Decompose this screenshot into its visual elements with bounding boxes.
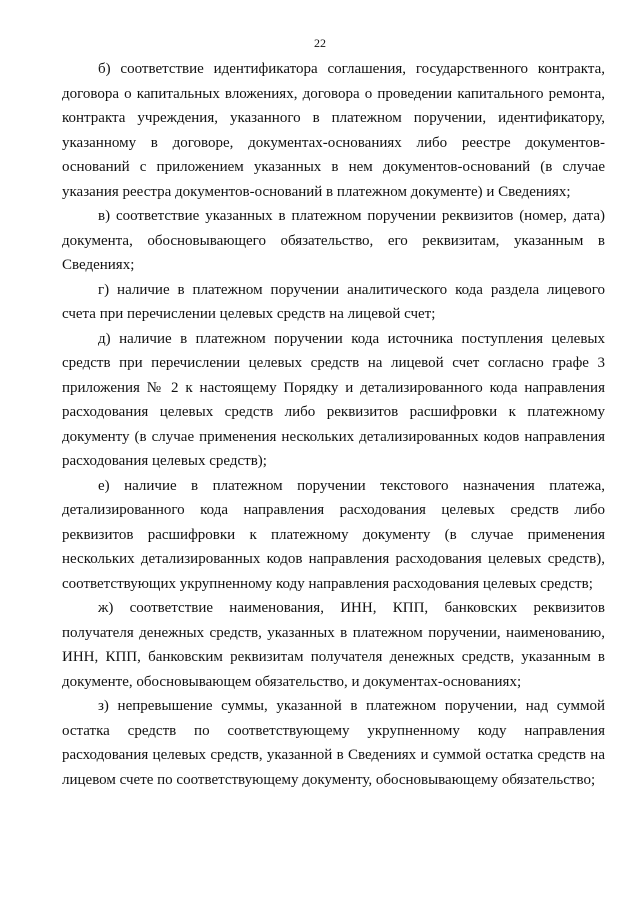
paragraph-e: е) наличие в платежном поручении текстового назначения платежа, детализированного кода направления расходования целевых средств либо реквизитов расшифровки к платежному документу (в случае применения нескольких детализированных кодов направления расходования целевых средств), соответствующих укрупненному коду направления расходования целевых средств;: [62, 477, 605, 592]
document-body: [62, 57, 605, 792]
paragraph-d: д) наличие в платежном поручении кода источника поступления целевых средств при перечислении целевых средств на лицевой счет согласно графе 3 приложения № 2 к настоящему Порядку и детализированного кода направления расходования целевых средств либо реквизитов расшифровки к платежному документу (в случае применения нескольких детализированных кодов направления расходования целевых средств);: [62, 330, 605, 469]
paragraph-z: з) непревышение суммы, указанной в платежном поручении, над суммой остатка средств по соответствующему укрупненному коду направления расходования целевых средств, указанной в Сведениях и суммой остатка средств на лицевом счете по соответствующему документу, обосновывающему обязательство;: [62, 698, 605, 788]
paragraph-v: в) соответствие указанных в платежном поручении реквизитов (номер, дата) документа, обосновывающего обязательство, его реквизитам, указанным в Сведениях;: [62, 208, 605, 273]
paragraph-b: б) соответствие идентификатора соглашения, государственного контракта, договора о капитальных вложениях, договора о проведении капитального ремонта, контракта учреждения, указанного в платежном поручении, идентификатору, указанному в договоре, документах-основаниях либо реестре документов-оснований с приложением указанных в нем документов-оснований (в случае указания реестра документов-оснований в платежном документе) и Сведениях;: [62, 61, 605, 200]
paragraph-zh: ж) соответствие наименования, ИНН, КПП, банковских реквизитов получателя денежных средств, указанных в платежном поручении, наименованию, ИНН, КПП, банковским реквизитам получателя денежных средств, указанным в документе, обосновывающем обязательство, и документах-основаниях;: [62, 600, 605, 690]
paragraph-g: г) наличие в платежном поручении аналитического кода раздела лицевого счета при перечислении целевых средств на лицевой счет;: [62, 281, 605, 322]
page-number: 22: [314, 36, 326, 50]
